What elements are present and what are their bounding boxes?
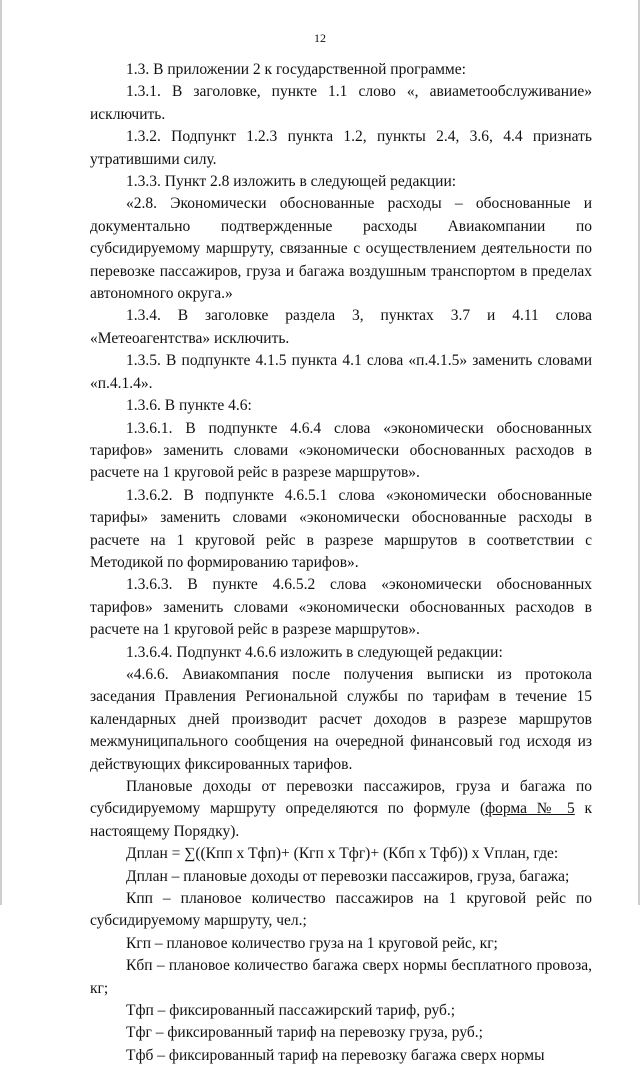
paragraph-plan-income [90,776,592,843]
paragraph-1-3-2: 1.3.2. Подпункт 1.2.3 пункта 1.2, пункты 2.4, 3.6, 4.4 признать утратившими силу. [90,128,592,168]
definition-kgp: Кгп – плановое количество груза на 1 круговой рейс, кг; [126,934,498,952]
paragraph-1-3-6-1: 1.3.6.1. В подпункте 4.6.4 слова «экономически обоснованных тарифов» заменить словами «экономически обоснованных расходов в расчете на 1 круговой рейс в разрезе маршрутов». [90,419,592,482]
paragraph-1-3-6: 1.3.6. В пункте 4.6: [126,397,252,415]
definition-dplan: Дплан – плановые доходы от перевозки пассажиров, груза, багажа; [126,867,570,885]
paragraph-1-3-1: 1.3.1. В заголовке, пункте 1.1 слово «, авиаметообслуживание» исключить. [90,83,592,123]
paragraph-2-8-quote: «2.8. Экономически обоснованные расходы – обоснованные и документально подтвержденные расходы Авиакомпании по субсидируемому маршруту, связанные с осуществлением деятельности по перевозке пассажиров, груза и багажа воздушным транспортом в пределах автономного округа.» [90,195,592,303]
definition-kbp: Кбп – плановое количество багажа сверх нормы бесплатного провоза, кг; [90,957,592,997]
paragraph-1-3-6-2: 1.3.6.2. В подпункте 4.6.5.1 слова «экономически обоснованные тарифы» заменить словами «экономически обоснованные расходы в расчете на 1 круговой рейс в разрезе маршрутов в соответствии с Методикой по формированию тарифов». [90,486,592,571]
definition-kpp: Кпп – плановое количество пассажиров на 1 круговой рейс по субсидируемому маршруту, чел.; [90,890,592,930]
paragraph-1-3: 1.3. В приложении 2 к государственной программе: [126,61,466,78]
paragraph-1-3-3: 1.3.3. Пункт 2.8 изложить в следующей редакции: [126,173,457,191]
income-formula: Дплан = ∑((Кпп х Тфп)+ (Кгп х Тфг)+ (Кбп х Тфб)) х Vплан, где: [126,845,559,863]
paragraph-4-6-6-quote: «4.6.6. Авиакомпания после получения выписки из протокола заседания Правления Региональной службы по тарифам в течение 15 календарных дней производит расчет доходов в разрезе маршрутов межмуниципального сообщения на очередной финансовый год исходя из действующих фиксированных тарифов. [90,665,592,773]
definition-tfp: Тфп – фиксированный пассажирский тариф, руб.; [126,1002,456,1020]
form-5-link[interactable]: форма № 5 [485,800,575,818]
scan-edge-left [0,0,2,905]
paragraph-1-3-6-3: 1.3.6.3. В пункте 4.6.5.2 слова «экономически обоснованных тарифов» заменить словами «экономически обоснованных расходов в расчете на 1 круговой рейс в разрезе маршрутов». [90,576,592,639]
definition-tfg: Тфг – фиксированный тариф на перевозку груза, руб.; [126,1024,483,1042]
document-body [90,59,592,1067]
page-number: 12 [314,31,326,45]
plan-income-text-end: к настоящему Порядку). [90,800,593,840]
definition-tfb: Тфб – фиксированный тариф на перевозку багажа сверх нормы [126,1046,545,1064]
plan-income-text: Плановые доходы от перевозки пассажиров, груза и багажа по субсидируемому маршруту определяются по формуле ( [90,778,592,818]
paragraph-1-3-4: 1.3.4. В заголовке раздела 3, пунктах 3.7 и 4.11 слова «Метеоагентства» исключить. [90,307,592,347]
paragraph-1-3-5: 1.3.5. В подпункте 4.1.5 пункта 4.1 слова «п.4.1.5» заменить словами «п.4.1.4». [90,352,592,392]
paragraph-1-3-6-4: 1.3.6.4. Подпункт 4.6.6 изложить в следующей редакции: [126,643,503,661]
